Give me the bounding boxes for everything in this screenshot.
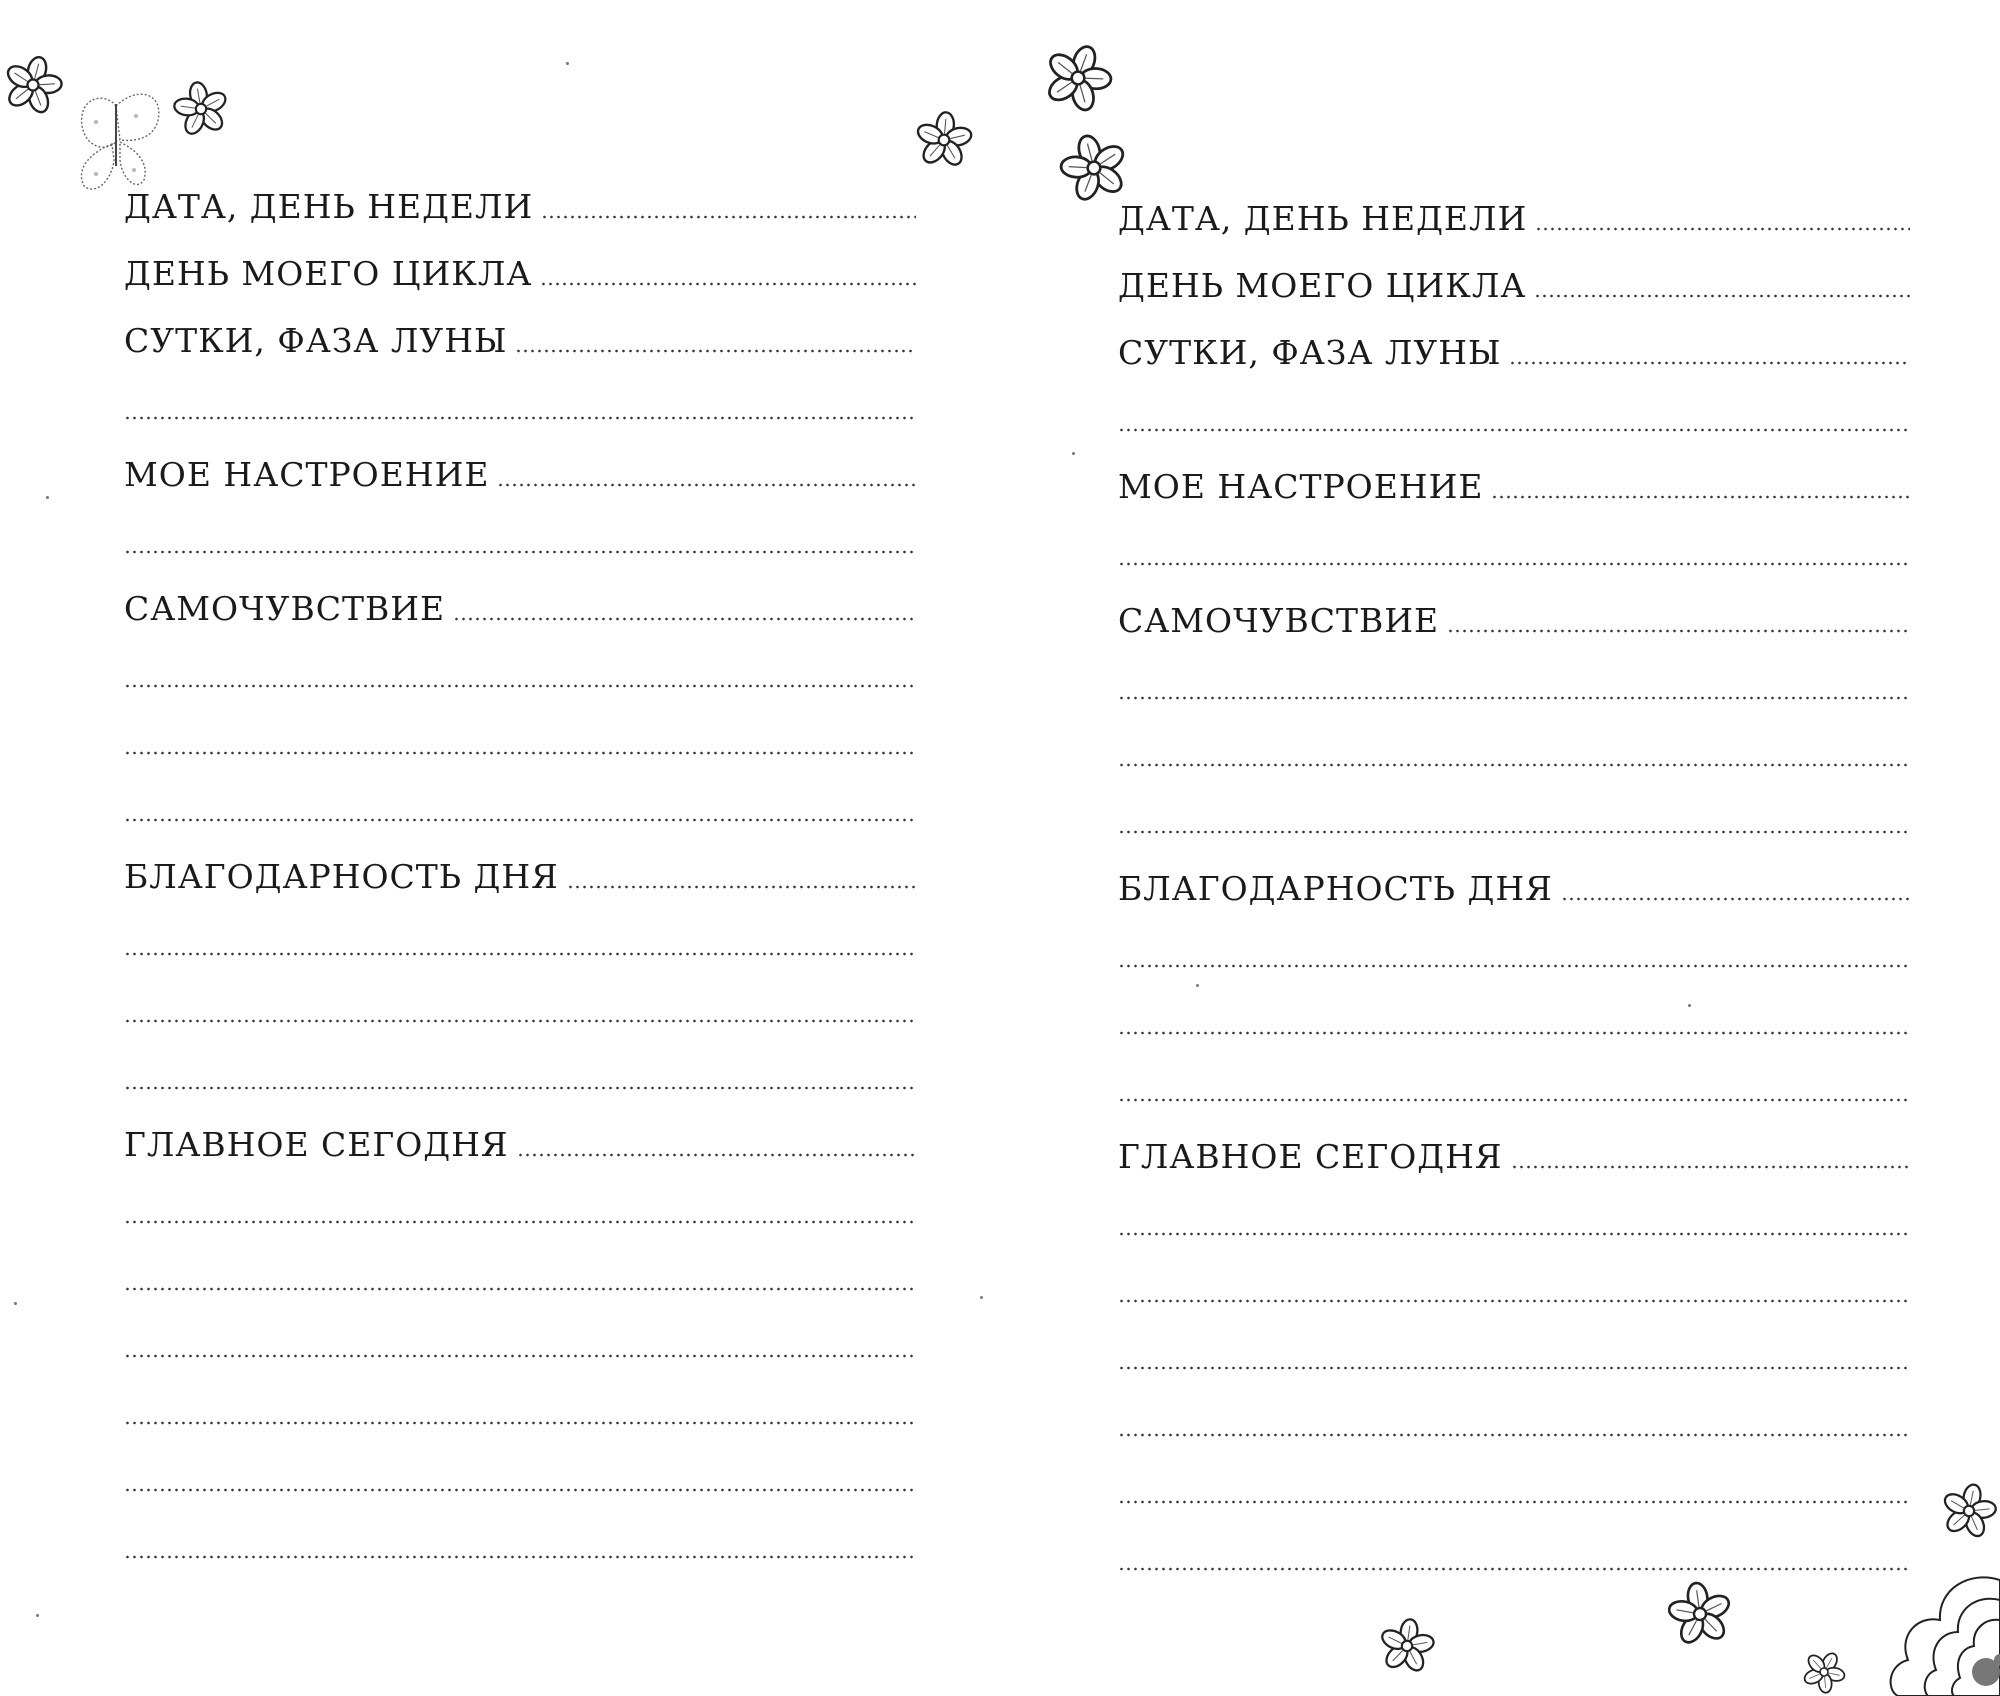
dotted-line[interactable]	[453, 617, 916, 621]
dotted-line[interactable]	[541, 215, 916, 219]
dotted-line[interactable]	[1118, 1500, 1910, 1504]
field-label: САМОЧУВСТВИЕ	[124, 589, 446, 628]
dotted-line[interactable]	[567, 885, 916, 889]
flower-icon	[1800, 1648, 1848, 1696]
right-page	[1000, 0, 2000, 1696]
field-label: БЛАГОДАРНОСТЬ ДНЯ	[1118, 869, 1553, 908]
field-wellbeing[interactable]	[1118, 597, 1910, 640]
blank-line[interactable]	[124, 920, 916, 960]
dotted-line[interactable]	[1118, 428, 1910, 432]
flower-icon	[1056, 130, 1132, 206]
blank-line[interactable]	[124, 1322, 916, 1362]
field-main-today[interactable]	[1118, 1133, 1910, 1176]
dotted-line[interactable]	[1561, 897, 1910, 901]
blank-line[interactable]	[1118, 999, 1910, 1039]
dotted-line[interactable]	[1509, 361, 1910, 365]
blank-line[interactable]	[124, 652, 916, 692]
dotted-line[interactable]	[124, 1086, 916, 1090]
blank-line[interactable]	[124, 1188, 916, 1228]
blank-line[interactable]	[1118, 530, 1910, 570]
blank-line[interactable]	[1118, 1334, 1910, 1374]
flower-icon	[1376, 1615, 1438, 1677]
flower-icon	[1664, 1578, 1736, 1650]
speck	[36, 1614, 39, 1617]
dotted-line[interactable]	[1447, 629, 1910, 633]
speck	[14, 1302, 17, 1305]
flower-icon	[1040, 40, 1116, 116]
dotted-line[interactable]	[540, 282, 916, 286]
field-moon[interactable]	[1118, 329, 1910, 372]
field-label: ДАТА, ДЕНЬ НЕДЕЛИ	[1118, 199, 1528, 238]
blank-line[interactable]	[1118, 798, 1910, 838]
dotted-line[interactable]	[124, 1488, 916, 1492]
dotted-line[interactable]	[124, 1220, 916, 1224]
field-label: ДЕНЬ МОЕГО ЦИКЛА	[1118, 266, 1527, 305]
field-label: МОЕ НАСТРОЕНИЕ	[124, 455, 490, 494]
dotted-line[interactable]	[124, 952, 916, 956]
dotted-line[interactable]	[1118, 964, 1910, 968]
speck	[46, 496, 49, 499]
field-cycle-day[interactable]	[1118, 262, 1910, 305]
dotted-line[interactable]	[124, 1555, 916, 1559]
dotted-line[interactable]	[1118, 1366, 1910, 1370]
blank-line[interactable]	[124, 518, 916, 558]
speck	[1688, 1004, 1691, 1007]
field-mood[interactable]	[1118, 463, 1910, 506]
speck	[1072, 452, 1075, 455]
field-label: САМОЧУВСТВИЕ	[1118, 601, 1440, 640]
blank-line[interactable]	[1118, 1267, 1910, 1307]
flower-icon	[0, 52, 66, 118]
dotted-line[interactable]	[124, 751, 916, 755]
blank-line[interactable]	[124, 786, 916, 826]
blank-line[interactable]	[1118, 731, 1910, 771]
speck	[566, 62, 569, 65]
field-label: ГЛАВНОЕ СЕГОДНЯ	[1118, 1137, 1503, 1176]
blank-line[interactable]	[1118, 1066, 1910, 1106]
dotted-line[interactable]	[1118, 763, 1910, 767]
dotted-line[interactable]	[1118, 1567, 1910, 1571]
field-cycle-day[interactable]	[124, 250, 916, 293]
dotted-line[interactable]	[124, 416, 916, 420]
speck	[980, 1296, 983, 1299]
blank-line[interactable]	[124, 1456, 916, 1496]
field-label: МОЕ НАСТРОЕНИЕ	[1118, 467, 1484, 506]
flower-icon	[170, 78, 232, 140]
blank-line[interactable]	[1118, 1468, 1910, 1508]
blank-line[interactable]	[124, 1054, 916, 1094]
field-gratitude[interactable]	[1118, 865, 1910, 908]
dotted-line[interactable]	[124, 818, 916, 822]
dotted-line[interactable]	[1118, 562, 1910, 566]
speck	[1196, 984, 1199, 987]
butterfly-icon	[66, 86, 166, 194]
dotted-line[interactable]	[1534, 294, 1910, 298]
blank-line[interactable]	[1118, 1401, 1910, 1441]
dotted-line[interactable]	[124, 1421, 916, 1425]
field-label: ДАТА, ДЕНЬ НЕДЕЛИ	[124, 187, 534, 226]
dotted-line[interactable]	[1118, 1433, 1910, 1437]
dotted-line[interactable]	[124, 1287, 916, 1291]
dotted-line[interactable]	[1118, 1232, 1910, 1236]
field-label: ГЛАВНОЕ СЕГОДНЯ	[124, 1125, 509, 1164]
flower-icon	[912, 108, 976, 172]
dotted-line[interactable]	[1118, 830, 1910, 834]
dotted-line[interactable]	[1118, 1098, 1910, 1102]
blank-line[interactable]	[124, 719, 916, 759]
dotted-line[interactable]	[124, 550, 916, 554]
blank-line[interactable]	[124, 1389, 916, 1429]
blank-line[interactable]	[124, 1523, 916, 1563]
dotted-line[interactable]	[1535, 227, 1910, 231]
field-moon[interactable]	[124, 317, 916, 360]
field-date[interactable]	[124, 183, 916, 226]
blank-line[interactable]	[1118, 1535, 1910, 1575]
blank-line[interactable]	[124, 1255, 916, 1295]
dotted-line[interactable]	[124, 1019, 916, 1023]
field-label: СУТКИ, ФАЗА ЛУНЫ	[1118, 333, 1502, 372]
dotted-line[interactable]	[497, 483, 916, 487]
field-gratitude[interactable]	[124, 853, 916, 896]
blank-line[interactable]	[1118, 1200, 1910, 1240]
field-wellbeing[interactable]	[124, 585, 916, 628]
dotted-line[interactable]	[1491, 495, 1910, 499]
dotted-line[interactable]	[1118, 696, 1910, 700]
flower-icon	[1938, 1480, 2000, 1542]
blank-line[interactable]	[124, 987, 916, 1027]
dotted-line[interactable]	[1511, 1165, 1910, 1169]
blank-line[interactable]	[1118, 664, 1910, 704]
blank-line[interactable]	[1118, 932, 1910, 972]
large-flower-icon	[1858, 1560, 2000, 1696]
field-mood[interactable]	[124, 451, 916, 494]
field-label: БЛАГОДАРНОСТЬ ДНЯ	[124, 857, 559, 896]
blank-line[interactable]	[124, 384, 916, 424]
dotted-line[interactable]	[517, 1153, 916, 1157]
dotted-line[interactable]	[1118, 1299, 1910, 1303]
dotted-line[interactable]	[515, 349, 916, 353]
blank-line[interactable]	[1118, 396, 1910, 436]
field-date[interactable]	[1118, 195, 1910, 238]
dotted-line[interactable]	[1118, 1031, 1910, 1035]
field-label: ДЕНЬ МОЕГО ЦИКЛА	[124, 254, 533, 293]
field-main-today[interactable]	[124, 1121, 916, 1164]
dotted-line[interactable]	[124, 684, 916, 688]
dotted-line[interactable]	[124, 1354, 916, 1358]
field-label: СУТКИ, ФАЗА ЛУНЫ	[124, 321, 508, 360]
